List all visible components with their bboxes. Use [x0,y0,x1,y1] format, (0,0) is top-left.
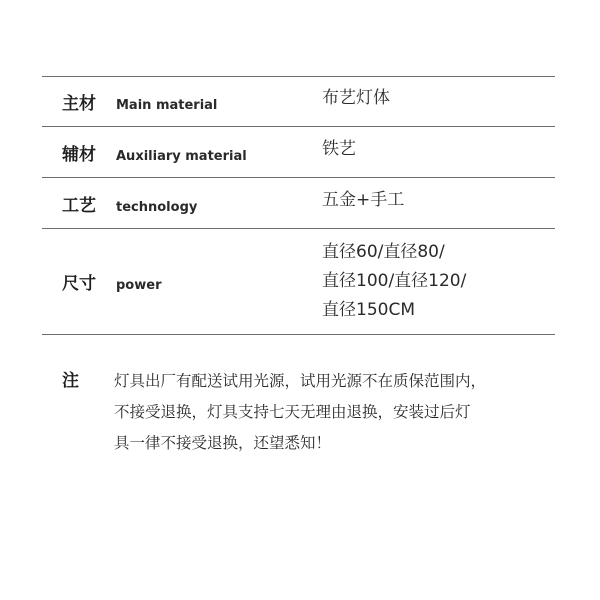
note-section [62,366,557,459]
spec-value-line: 铁艺 [322,138,356,159]
note-line: 灯具出厂有配送试用光源，试用光源不在质保范围内， [114,372,487,390]
spec-row-main-material [42,77,555,127]
spec-value [322,135,356,164]
note-line: 具一律不接受退换，还望悉知！ [114,434,332,452]
spec-label-en: Auxiliary material [116,148,247,164]
spec-label-cn: 辅材 [62,144,96,165]
spec-table [42,76,555,335]
note-body [114,366,486,459]
spec-label-en: technology [116,199,198,215]
spec-label [42,191,322,216]
spec-row-auxiliary-material [42,127,555,178]
spec-value [322,238,466,325]
spec-label-en: Main material [116,98,218,113]
spec-row-technology [42,178,555,229]
spec-label [42,269,322,294]
spec-value [322,186,404,215]
spec-value-line: 直径150CM [322,300,415,320]
spec-label-en: power [116,278,162,293]
spec-value-line: 布艺灯体 [322,88,390,108]
spec-label-cn: 尺寸 [62,274,96,294]
note-line: 不接受退换，灯具支持七天无理由退换，安装过后灯 [114,403,471,421]
spec-value-line: 直径100/直径120/ [322,271,467,291]
spec-value [322,84,390,113]
spec-row-size [42,229,555,335]
spec-value-line: 五金+手工 [322,189,405,210]
spec-label [42,89,322,114]
spec-value-line: 直径60/直径80/ [322,242,445,262]
note-label: 注 [62,371,79,391]
spec-label [42,140,322,165]
spec-label-cn: 工艺 [62,195,96,216]
spec-label-cn: 主材 [62,94,96,114]
